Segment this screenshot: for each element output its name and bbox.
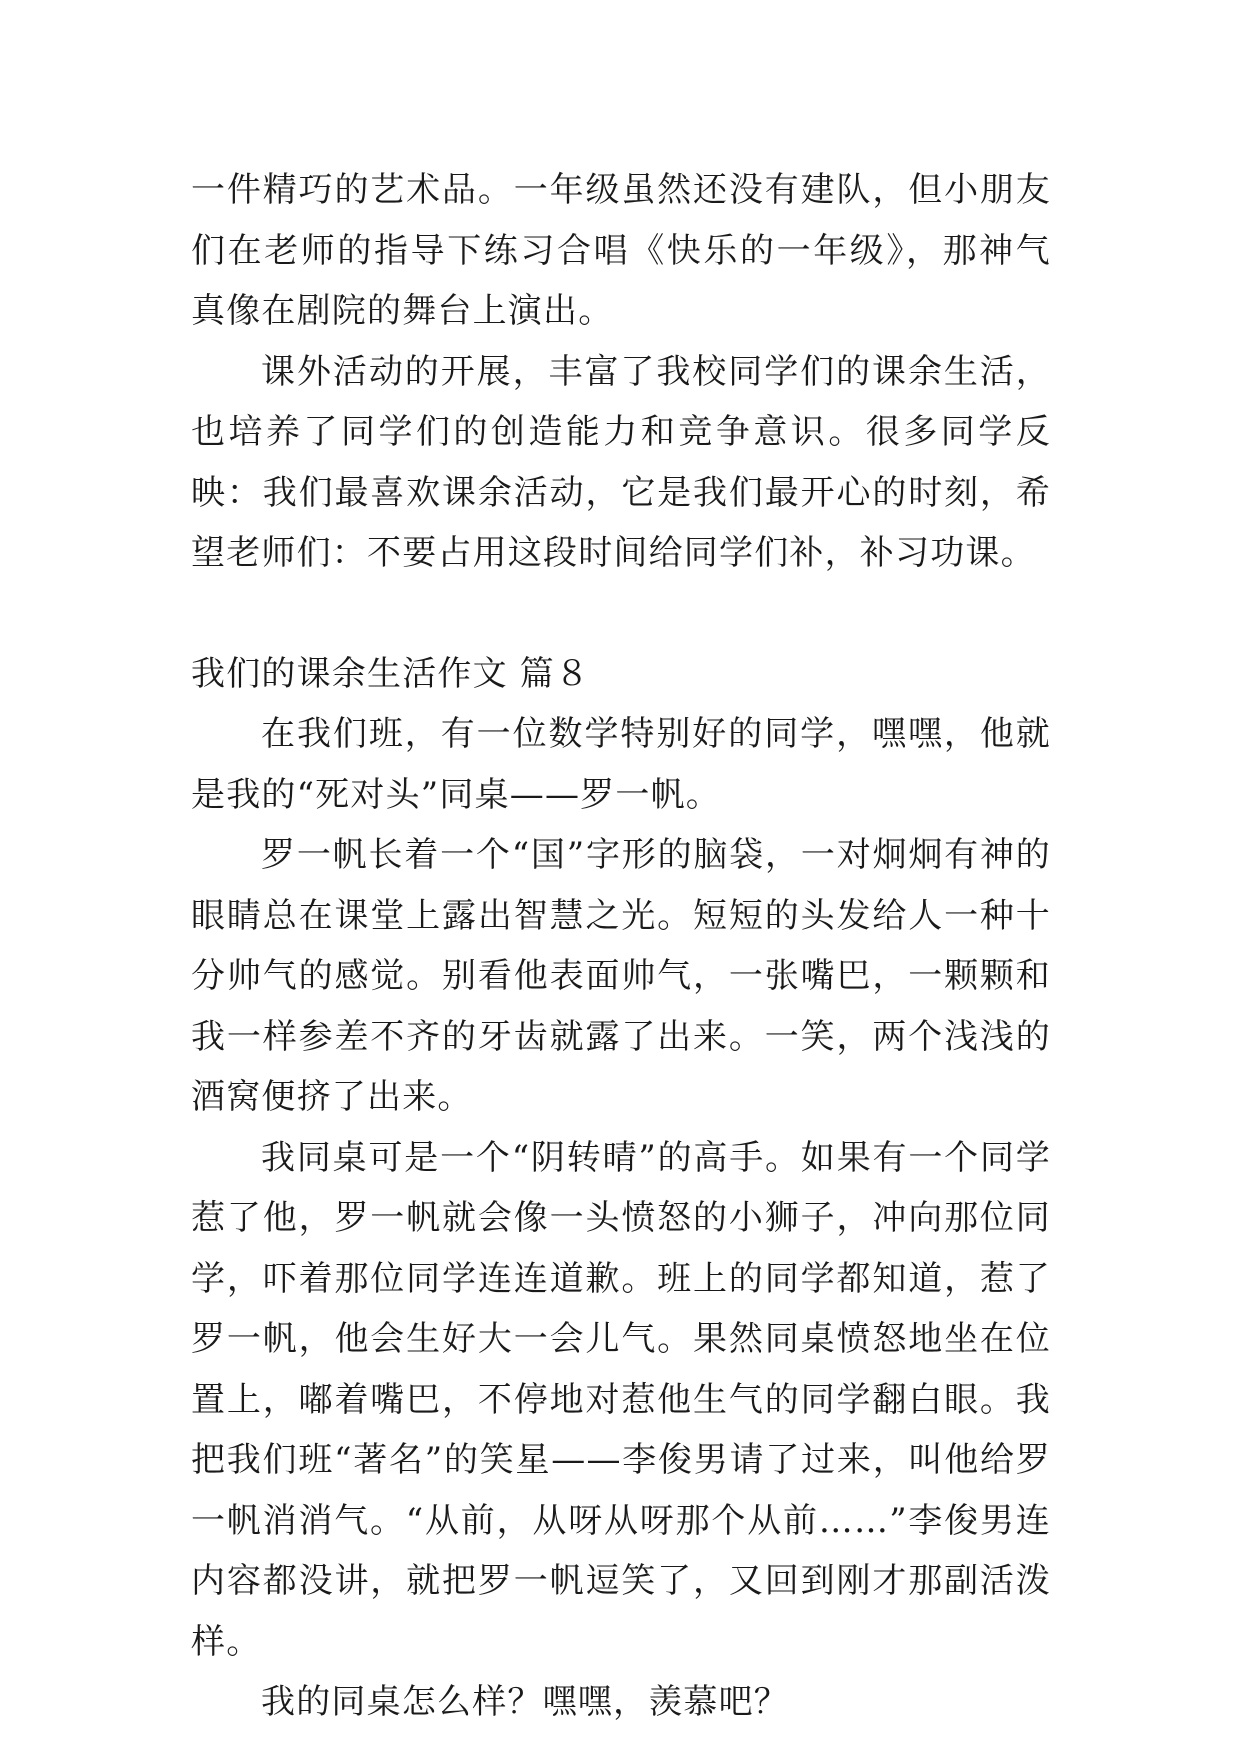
essay-paragraph-3: 我同桌可是一个“阴转晴”的高手。如果有一个同学惹了他，罗一帆就会像一头愤怒的小狮子，冲向那位同学，吓着那位同学连连道歉。班上的同学都知道，惹了罗一帆，他会生好大一会儿气。果然同桌愤怒地坐在位置上，嘟着嘴巴，不停地对惹他生气的同学翻白眼。我把我们班“著名”的笑星——李俊男请了过来，叫他给罗一帆消消气。“从前，从呀从呀那个从前……”李俊男连内容都没讲，就把罗一帆逗笑了，又回到刚才那副活泼样。: [191, 1137, 1051, 1662]
essay-paragraph-4: 我的同桌怎么样？嘿嘿，羡慕吧？: [261, 1682, 789, 1722]
section-heading: 我们的课余生活作文 篇８: [191, 653, 591, 694]
document-body: [191, 160, 1051, 1733]
essay-paragraph-1: 在我们班，有一位数学特别好的同学，嘿嘿，他就是我的“死对头”同桌——罗一帆。: [191, 714, 1051, 815]
continuation-paragraph: 一件精巧的艺术品。一年级虽然还没有建队，但小朋友们在老师的指导下练习合唱《快乐的一年级》，那神气真像在剧院的舞台上演出。: [191, 170, 1051, 331]
essay-paragraph-2: 罗一帆长着一个“国”字形的脑袋，一对炯炯有神的眼睛总在课堂上露出智慧之光。短短的头发给人一种十分帅气的感觉。别看他表面帅气，一张嘴巴，一颗颗和我一样参差不齐的牙齿就露了出来。一笑，两个浅浅的酒窝便挤了出来。: [191, 835, 1051, 1117]
conclusion-paragraph: 课外活动的开展，丰富了我校同学们的课余生活，也培养了同学们的创造能力和竞争意识。很多同学反映：我们最喜欢课余活动，它是我们最开心的时刻，希望老师们：不要占用这段时间给同学们补，补习功课。: [191, 351, 1051, 573]
